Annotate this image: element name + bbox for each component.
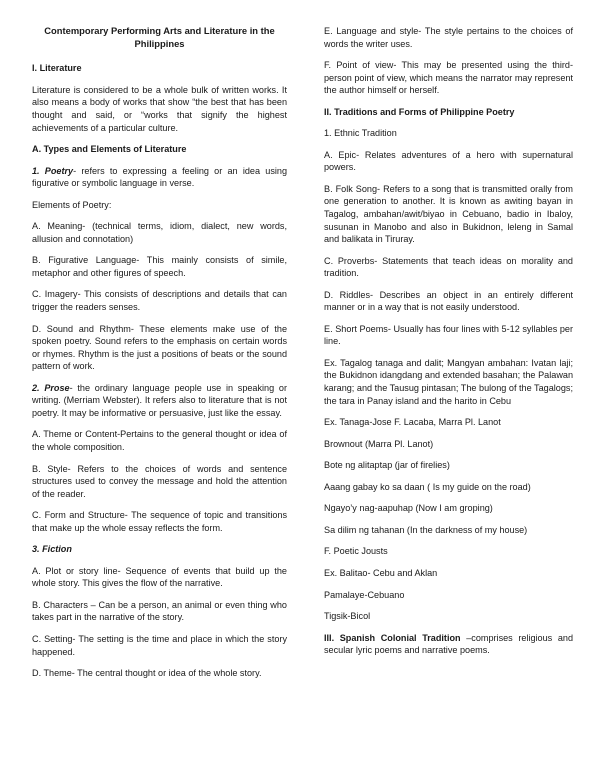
point-of-view-item: F. Point of view- This may be presented using the third-person point of view, which means the narrator may represent the author himself or herself. <box>324 60 573 96</box>
meaning-item: A. Meaning- (technical terms, idiom, dialect, new words, allusion and connotation) <box>32 221 287 244</box>
ethnic-tradition: 1. Ethnic Tradition <box>324 128 397 139</box>
types-elements-heading: A. Types and Elements of Literature <box>32 144 187 155</box>
traditions-heading: II. Traditions and Forms of Philippine Poetry <box>324 106 515 117</box>
poem-line-bote: Bote ng alitaptap (jar of firelies) <box>324 460 450 471</box>
imagery-item: C. Imagery- This consists of descriptions and details that can trigger the readers senses. <box>32 289 287 313</box>
style-item: B. Style- Refers to the choices of words and sentence structures used to convey the message and hold the attention of the reader. <box>32 463 287 499</box>
spanish-tradition-label: III. Spanish Colonial Tradition <box>324 632 461 643</box>
document-title: Contemporary Performing Arts and Literature in the Philippines <box>44 25 275 49</box>
prose-text: - the ordinary language people use in speaking or writing. (Merriam Webster). It refers also to literature that is not poetry. It may be informative or persuasive, just like the essay. <box>32 382 287 418</box>
theme-item: D. Theme- The central thought or idea of the whole story. <box>32 668 262 679</box>
poetry-label: 1. Poetry <box>32 165 74 176</box>
folk-song-item: B. Folk Song- Refers to a song that is transmitted orally from one generation to another. It is known as awiting bayan in Tagalog, ambahan/awit/biyao in Cebuano, badio in Ibaloy, susunan in Manobo and also in Bukidnon, leleng in Samal and balikata in Tiruray. <box>324 183 573 245</box>
form-structure-item: C. Form and Structure- The sequence of topic and transitions that make up the whole essay reflects the form. <box>32 510 287 533</box>
poem-line-sadilim: Sa dilim ng tahanan (In the darkness of my house) <box>324 524 528 535</box>
fiction-label: 3. Fiction <box>32 544 72 555</box>
figurative-item: B. Figurative Language- This mainly consists of simile, metaphor and other figures of speech. <box>32 255 287 278</box>
poetic-jousts-item: F. Poetic Jousts <box>324 546 388 557</box>
language-style-item: E. Language and style- The style pertains to the choices of words the writer uses. <box>324 26 573 49</box>
prose-paragraph <box>32 382 287 420</box>
tagalog-examples: Ex. Tagalog tanaga and dalit; Mangyan ambahan: Ivatan laji; the Bukidnon idangdang and extended basahan; the Palawan karang; and the Tausug pintasan; The bulong of the Tagalogs; the tara in Panay island and the harito in Cebu <box>324 357 573 406</box>
prose-label: 2. Prose <box>32 382 70 393</box>
balitao-example: Ex. Balitao- Cebu and Aklan <box>324 567 438 578</box>
plot-item: A. Plot or story line- Sequence of events that build up the whole story. This gives the flow of the narrative. <box>32 565 287 589</box>
poem-line-brownout: Brownout (Marra Pl. Lanot) <box>324 438 434 449</box>
poem-line-aaang: Aaang gabay ko sa daan ( Is my guide on the road) <box>324 481 531 492</box>
short-poems-item: E. Short Poems- Usually has four lines with 5-12 syllables per line. <box>324 323 573 347</box>
left-column <box>32 25 287 689</box>
riddles-item: D. Riddles- Describes an object in an entirely different manner or in a way that is not easily understood. <box>324 289 573 313</box>
section-literature-heading: I. Literature <box>32 63 82 74</box>
pamalaye-example: Pamalaye-Cebuano <box>324 589 405 600</box>
elements-of-poetry-label: Elements of Poetry: <box>32 199 112 210</box>
poem-line-ngayo: Ngayo’y nag-aapuhap (Now I am groping) <box>324 503 493 514</box>
spanish-tradition-paragraph <box>324 632 573 657</box>
theme-content-item: A. Theme or Content-Pertains to the general thought or idea of the whole composition. <box>32 429 287 452</box>
spanish-tradition-text: –comprises religious and secular lyric poems and narrative poems. <box>324 632 573 656</box>
characters-item: B. Characters – Can be a person, an animal or even thing who takes part in the narrative of the story. <box>32 599 287 623</box>
sound-rhythm-item: D. Sound and Rhythm- These elements make use of the spoken poetry. Sound refers to the emphasis on certain words or rhymes. Rhythm is the just a positions of beats or the sound pattern of work. <box>32 323 287 372</box>
tanaga-example: Ex. Tanaga-Jose F. Lacaba, Marra Pl. Lanot <box>324 417 501 428</box>
setting-item: C. Setting- The setting is the time and place in which the story happened. <box>32 633 287 657</box>
literature-definition: Literature is considered to be a whole bulk of written works. It also means a body of works that show “the best that has been thought and said, or “works that signify the highest achievements of a particular culture. <box>32 84 287 133</box>
poetry-text: - refers to expressing a feeling or an idea using figurative or symbolic language in verse. <box>32 165 288 189</box>
proverbs-item: C. Proverbs- Statements that teach ideas on morality and tradition. <box>324 255 573 279</box>
tigsik-example: Tigsik-Bicol <box>324 611 371 622</box>
right-column <box>324 25 573 666</box>
epic-item: A. Epic- Relates adventures of a hero with supernatural powers. <box>324 149 573 173</box>
poetry-paragraph <box>32 165 287 190</box>
